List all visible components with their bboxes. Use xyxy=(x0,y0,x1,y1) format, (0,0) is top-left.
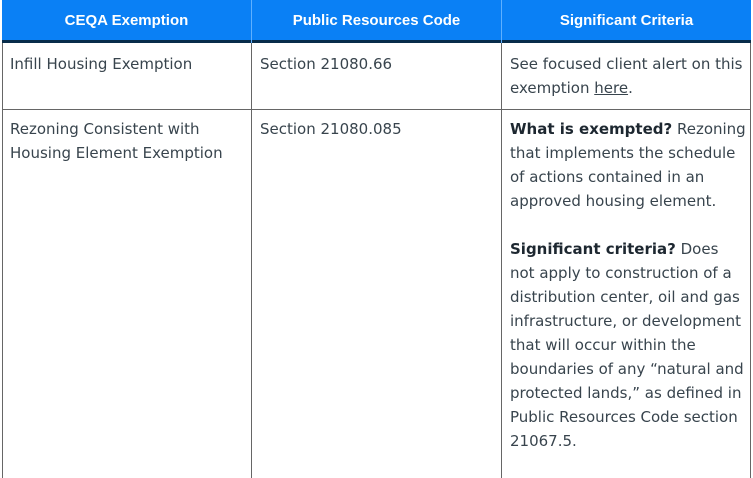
table-row-2-code: Section 21080.085 xyxy=(260,120,402,138)
criteria-text: See focused client alert on this exemption xyxy=(510,55,743,97)
header-divider xyxy=(501,0,502,43)
criteria-period: . xyxy=(628,79,633,97)
table-header xyxy=(2,0,751,43)
what-is-exempted-text: Rezoning that implements the schedule of actions contained in an approved housing element. xyxy=(510,120,746,210)
significant-criteria-text: Does not apply to construction of a distribution center, oil and gas infrastructure, or development that will occur within the boundaries of any “natural and protected lands,” as defined in Public Resources Code section 21067.5. xyxy=(510,240,744,450)
table-row-1-exemption: Infill Housing Exemption xyxy=(10,55,193,73)
column-header-significant-criteria: Significant Criteria xyxy=(559,11,694,29)
column-header-ceqa-exemption: CEQA Exemption xyxy=(64,11,189,29)
exemptions-table xyxy=(2,0,751,478)
column-header-public-resources-code: Public Resources Code xyxy=(292,11,461,29)
significant-criteria-label: Significant criteria? xyxy=(510,240,676,258)
table-row-1-criteria xyxy=(510,52,744,100)
significant-criteria-paragraph xyxy=(510,237,746,453)
table-row-2-exemption: Rezoning Consistent with Housing Element Exemption xyxy=(10,120,223,162)
what-is-exempted-label: What is exempted? xyxy=(510,120,673,138)
table-row-2-criteria xyxy=(510,117,746,453)
row-divider xyxy=(2,109,751,110)
header-divider xyxy=(251,0,252,43)
table-row-1-code: Section 21080.66 xyxy=(260,55,393,73)
here-link[interactable]: here xyxy=(594,79,629,97)
what-is-exempted-paragraph xyxy=(510,117,746,213)
